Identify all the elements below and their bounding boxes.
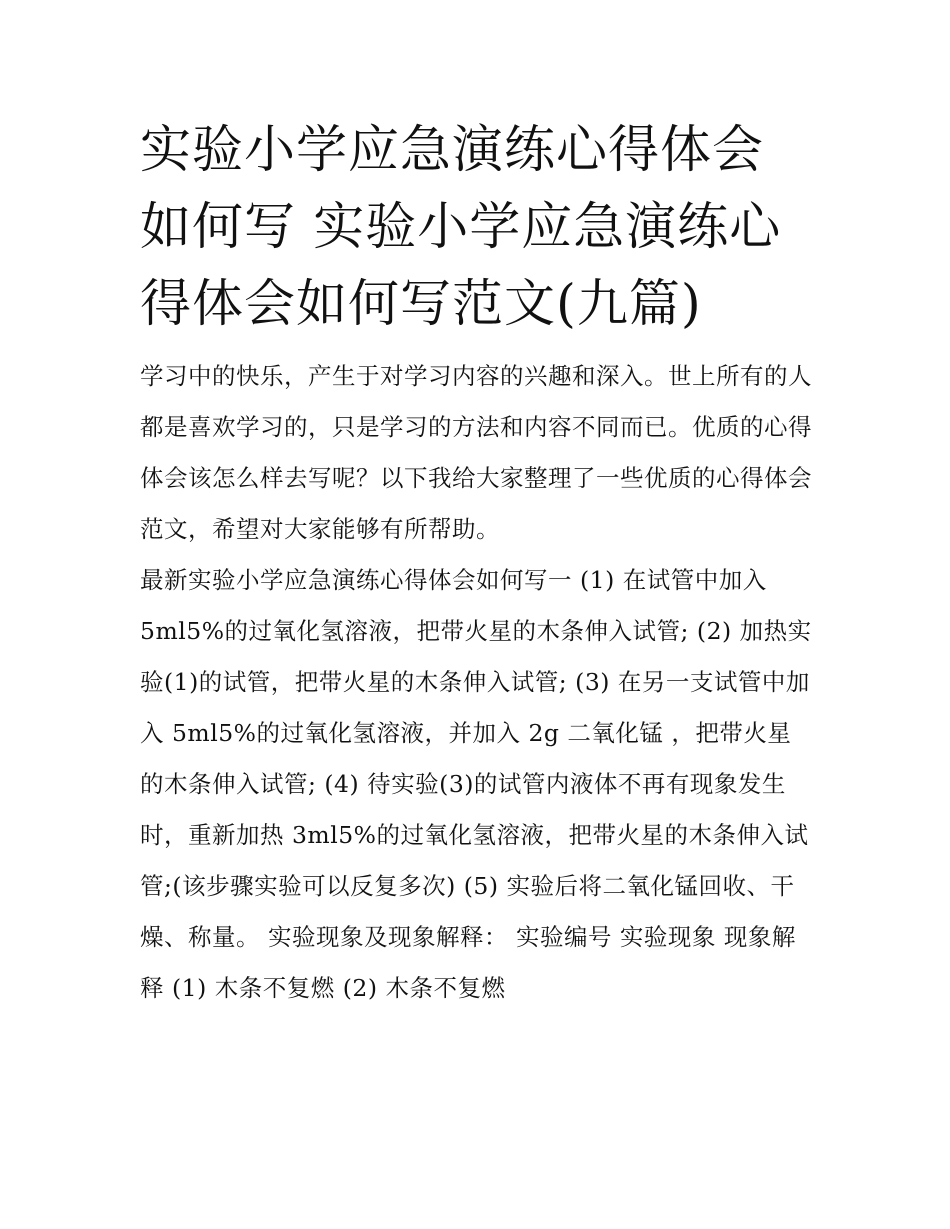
intro-paragraph: 学习中的快乐，产生于对学习内容的兴趣和深入。世上所有的人都是喜欢学习的，只是学习的方法和内容不同而已。优质的心得体会该怎么样去写呢？以下我给大家整理了一些优质的心得体会范文，希望对大家能够有所帮助。 xyxy=(140,362,812,543)
experiment-paragraph: 最新实验小学应急演练心得体会如何写一 (1) 在试管中加入 5ml5%的过氧化氢溶液，把带火星的木条伸入试管; (2) 加热实验(1)的试管，把带火星的木条伸入试管; (3) 在另一支试管中加入 5ml5%的过氧化氢溶液，并加入 2g 二氧化锰 ，把带火星的木条伸入试管; (4) 待实验(3)的试管内液体不再有现象发生时，重新加热 3ml5%的过氧化氢溶液，把带火星的木条伸入试管;(该步骤实验可以反复多次) (5) 实验后将二氧化锰回收、干燥、称量。 实验现象及现象解释： 实验编号 实验现象 现象解释 (1) 木条不复燃 (2) 木条不复燃 xyxy=(140,566,812,1002)
document-title: 实验小学应急演练心得体会如何写 实验小学应急演练心得体会如何写范文(九篇) xyxy=(140,121,782,334)
document-page xyxy=(140,112,812,1014)
